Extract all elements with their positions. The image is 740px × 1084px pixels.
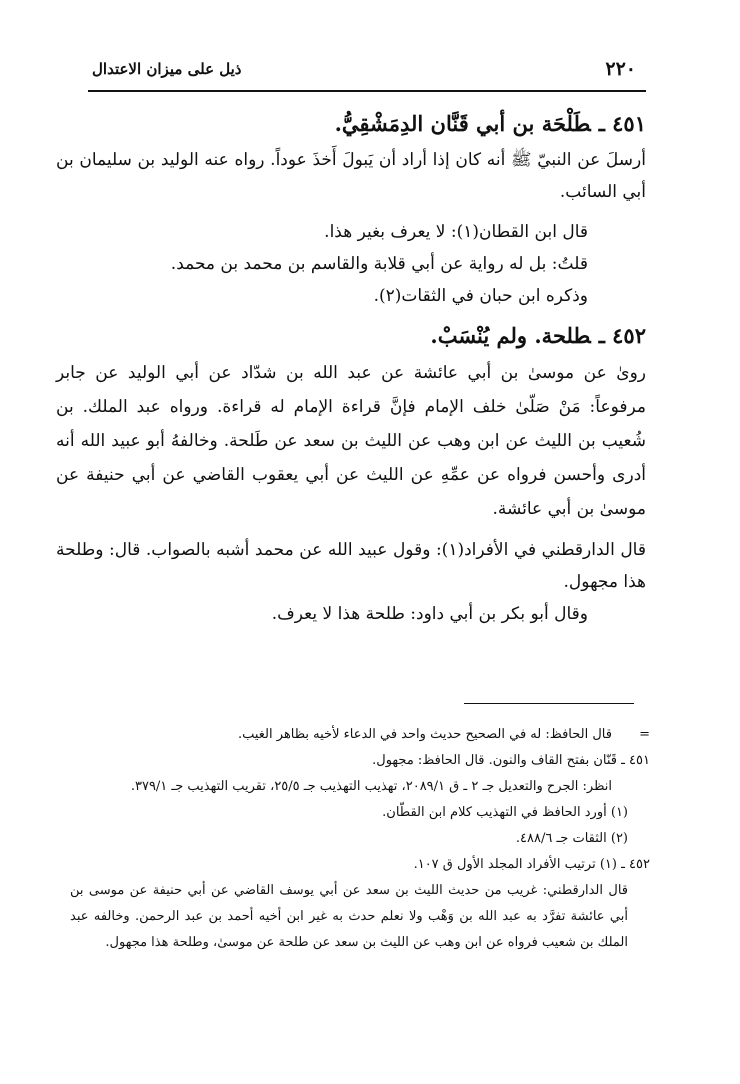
entry-452-body: روىٰ عن موسىٰ بن أبي عائشة عن عبد الله بن شدّاد عن أبي الوليد عن جابر مرفوعاً: مَنْ صَلّىٰ خلف الإمام فإنَّ قراءة الإمام له قراءة. ورواه عبد الملك. بن شُعيب بن الليث عن ابن وهب عن الليث بن سعد عن طَلحة. وخالفهُ أبو عبيد الله أنه أدرى وأحسن فرواه عن عمِّهِ عن الليث عن أبي يعقوب القاضي عن أبي حنيفة عن موسىٰ بن أبي عائشة. <box>56 363 646 519</box>
footnote-line: انظر: الجرح والتعديل جـ ٢ ـ ق ٢٠٨٩/١، تهذيب التهذيب جـ ٢٥/٥، تقريب التهذيب جـ ٣٧٩/١. <box>130 779 612 794</box>
footnote-line: (١) أورد الحافظ في التهذيب كلام ابن القطّان. <box>382 805 628 820</box>
footnote-line: قال الحافظ: له في الصحيح حديث واحد في الدعاء لأخيه بظاهر الغيب. <box>237 727 612 742</box>
footnotes <box>70 722 650 956</box>
footnote-line: ٤٥٢ ـ (١) ترتيب الأفراد المجلد الأول ق ١٠٧. <box>413 857 650 872</box>
running-header <box>88 56 646 92</box>
footnote-line: قال الدارقطني: غريب من حديث الليث بن سعد عن أبي يوسف القاضي عن أبي حنيفة عن موسى بن أبي عائشة تفرَّد به عبد الله بن وَهْب ولا نعلم حدث به غير ابن أخيه أحمد بن عبد الرحمن. وخالفه عبد الملك بن شعيب فرواه عن ابن وهب عن الليث بن سعد عن طلحة عن موسىٰ، وطلحة هذا مجهول. <box>70 883 628 950</box>
footnote-separator <box>464 703 634 704</box>
footnote-line: (٢) الثقات جـ ٤٨٨/٦. <box>515 831 628 846</box>
book-title: ذيل على ميزان الاعتدال <box>92 60 242 78</box>
continuation-mark: = <box>639 727 650 742</box>
page-number: ٢٢٠ <box>605 58 636 80</box>
entry-452-number: ٤٥٢ ـ <box>598 323 646 348</box>
entry-452-heading <box>56 316 646 356</box>
entry-451-note-1: قال ابن القطان(١): لا يعرف بغير هذا. <box>324 222 588 242</box>
entry-451-note-3: وذكره ابن حبان في الثقات(٢). <box>373 286 588 306</box>
entry-452-note-1: قال الدارقطني في الأفراد(١): وقول عبيد الله عن محمد أشبه بالصواب. قال: وطلحة هذا مجهول. <box>56 540 646 592</box>
entry-451-body: أرسلَ عن النبيّ ﷺ أنه كان إذا أراد أن يَبولَ أَخذَ عوداً. رواه عنه الوليد بن سليمان بن أبي السائب. <box>56 150 646 202</box>
entry-452-note-2: وقال أبو بكر بن أبي داود: طلحة هذا لا يعرف. <box>271 604 588 624</box>
footnote-line: ٤٥١ ـ قَنّان بفتح القاف والنون. قال الحافظ: مجهول. <box>372 753 650 768</box>
entry-451-note-2: قلتُ: بل له رواية عن أبي قلابة والقاسم بن محمد بن محمد. <box>170 254 588 274</box>
entry-452-name: طلحة. ولم يُنْسَبْ. <box>430 323 591 348</box>
entry-451-name: طَلْحَة بن أبي قَنَّان الدِمَشْقِيُّ. <box>334 111 591 136</box>
main-text <box>56 104 646 630</box>
entry-451-number: ٤٥١ ـ <box>598 111 646 136</box>
entry-451-heading <box>56 104 646 144</box>
